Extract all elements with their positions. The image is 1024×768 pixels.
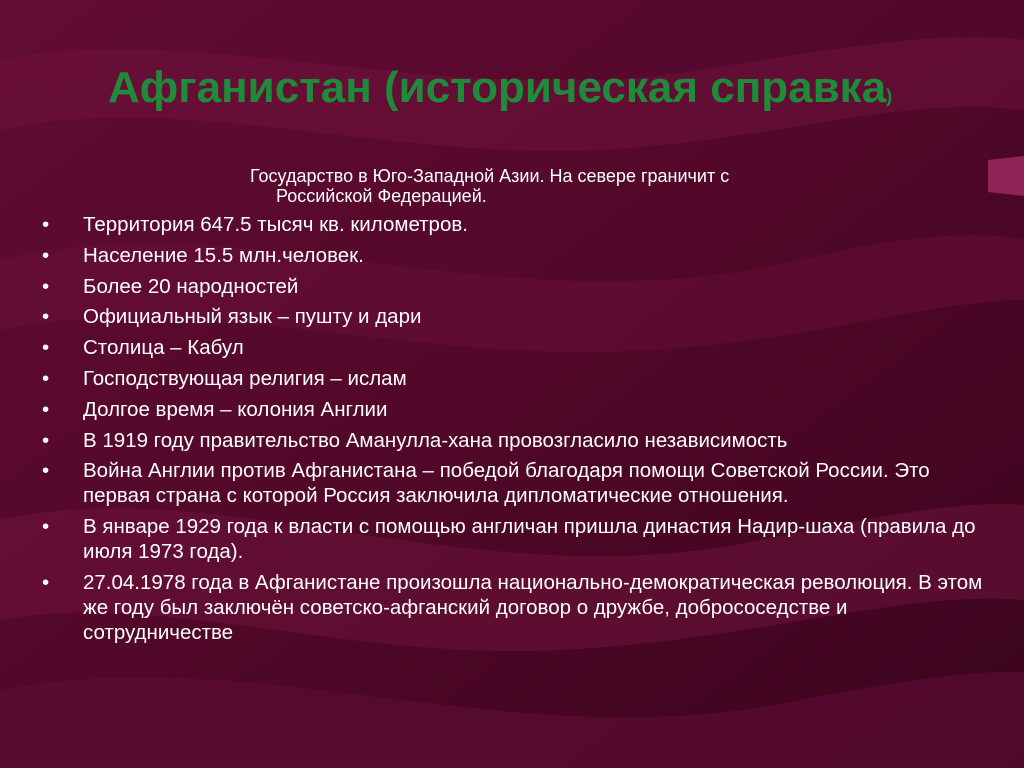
intro-line-1: Государство в Юго-Западной Азии. На севере граничит с: [250, 166, 730, 186]
bullet-item-colony: [40, 397, 990, 422]
bullet-item-population: [40, 243, 990, 268]
bullet-text: Более 20 народностей: [83, 274, 299, 298]
bullet-list: [40, 212, 990, 651]
bullet-text: Господствующая религия – ислам: [83, 366, 407, 390]
bullet-dot: •: [42, 570, 50, 594]
bullet-item-independence: [40, 428, 990, 453]
slide-title: [108, 60, 988, 124]
bullet-dot: •: [42, 243, 50, 267]
title-paren: ): [886, 86, 893, 106]
bullet-item-religion: [40, 366, 990, 391]
bullet-text: В январе 1929 года к власти с помощью англичан пришла династия Надир-шаха (правила до июля 1973 года).: [83, 515, 976, 564]
bullet-text: 27.04.1978 года в Афганистане произошла национально-демократическая революция. В этом же году был заключён советско-афганский договор о дружбе, добрососедстве и сотрудничестве: [83, 570, 983, 644]
bullet-dot: •: [42, 515, 50, 539]
bullet-item-language: [40, 304, 990, 329]
bullet-item-nationalities: [40, 274, 990, 299]
bullet-item-capital: [40, 335, 990, 360]
bullet-dot: •: [42, 428, 50, 452]
bullet-text: Долгое время – колония Англии: [83, 397, 388, 421]
intro-line-2: Российской Федерацией.: [276, 186, 487, 206]
intro-text: [250, 166, 890, 206]
bullet-dot: •: [42, 305, 50, 329]
bullet-text: Официальный язык – пушту и дари: [83, 305, 422, 329]
bullet-text: Война Англии против Афганистана – победой благодаря помощи Советской России. Это первая страна с которой Россия заключила дипломатические отношения.: [83, 459, 930, 508]
bullet-text: В 1919 году правительство Аманулла-хана провозгласило независимость: [83, 428, 788, 452]
bullet-dot: •: [42, 213, 50, 236]
bullet-item-territory: [40, 212, 990, 237]
bullet-dot: •: [42, 397, 50, 421]
bullet-dot: •: [42, 366, 50, 390]
title-main: Афганистан (историческая справка: [108, 63, 887, 112]
bullet-dot: •: [42, 274, 50, 298]
bullet-dot: •: [42, 459, 50, 483]
bullet-item-war: [40, 458, 990, 508]
bullet-dot: •: [42, 336, 50, 360]
bullet-text: Территория 647.5 тысяч кв. километров.: [83, 213, 468, 236]
bullet-text: Население 15.5 млн.человек.: [83, 243, 364, 267]
bullet-text: Столица – Кабул: [83, 336, 244, 360]
bullet-item-dynasty: [40, 514, 990, 564]
bullet-item-revolution: [40, 570, 990, 645]
